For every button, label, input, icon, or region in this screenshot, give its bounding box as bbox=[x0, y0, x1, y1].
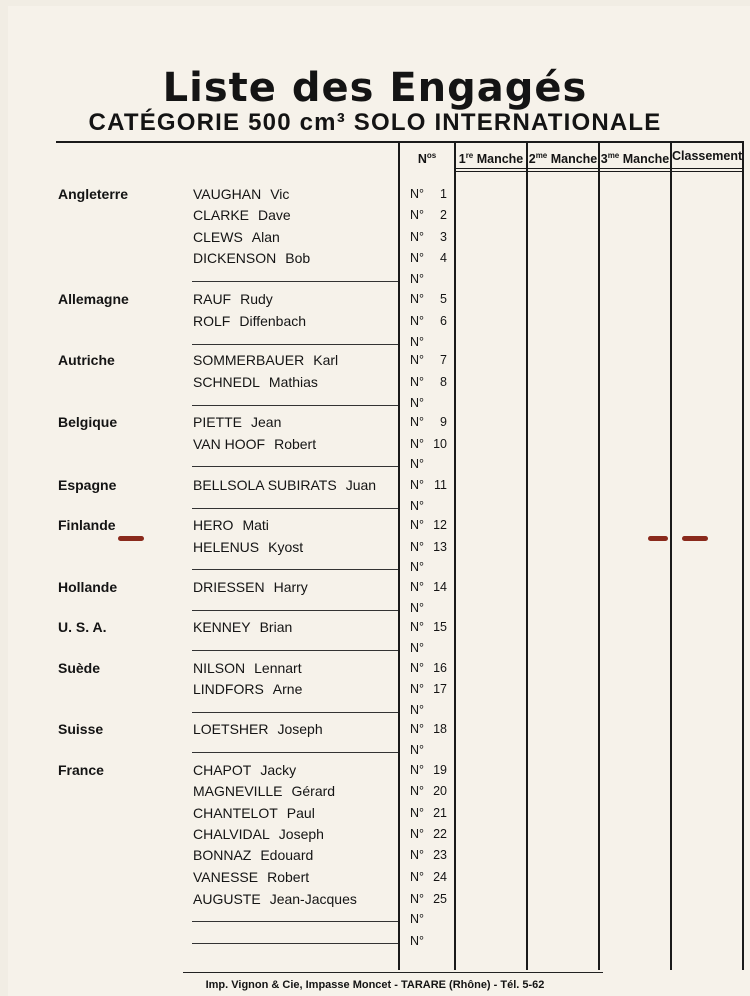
number-value: 23 bbox=[433, 848, 447, 862]
entrant-name bbox=[193, 228, 280, 246]
column-divider-manche2 bbox=[598, 142, 600, 970]
entrant-name bbox=[193, 249, 310, 267]
entrant-first-name: Jacky bbox=[260, 762, 297, 778]
blank-entry-line bbox=[192, 752, 398, 753]
blank-entry-line bbox=[192, 344, 398, 345]
entrant-first-name: Juan bbox=[345, 477, 377, 493]
number-prefix: N° bbox=[410, 518, 425, 532]
number-value: 5 bbox=[440, 292, 447, 306]
number-prefix: N° bbox=[410, 335, 425, 349]
number-prefix: N° bbox=[410, 353, 425, 367]
blank-entry-line bbox=[192, 405, 398, 406]
entrant-name bbox=[193, 516, 269, 534]
entrant-first-name: Jean-Jacques bbox=[269, 891, 357, 907]
entrant-first-name: Robert bbox=[267, 869, 310, 885]
entrant-first-name: Dave bbox=[258, 207, 291, 223]
number-prefix: N° bbox=[410, 743, 425, 757]
entrant-last-name: VANESSE bbox=[193, 869, 259, 885]
ink-spot bbox=[118, 536, 144, 541]
number-value: 21 bbox=[433, 806, 447, 820]
number-prefix: N° bbox=[410, 437, 425, 451]
entrant-last-name: CHAPOT bbox=[193, 762, 252, 778]
entrant-last-name: VAUGHAN bbox=[193, 186, 262, 202]
page-subtitle: CATÉGORIE 500 cm³ SOLO INTERNATIONALE bbox=[88, 109, 662, 136]
entrant-last-name: KENNEY bbox=[193, 619, 251, 635]
number-prefix: N° bbox=[410, 230, 425, 244]
number-prefix: N° bbox=[410, 314, 425, 328]
entrant-first-name: Karl bbox=[313, 352, 339, 368]
number-prefix: N° bbox=[410, 827, 425, 841]
number-value: 8 bbox=[440, 375, 447, 389]
number-value: 16 bbox=[433, 661, 447, 675]
entrant-name bbox=[193, 312, 306, 330]
header-manche3: $3^{me}$ Manche bbox=[600, 151, 670, 167]
header-classement: Classement bbox=[672, 149, 743, 163]
entrant-name bbox=[193, 846, 313, 864]
entrant-first-name: Joseph bbox=[277, 721, 323, 737]
column-divider-nos bbox=[454, 142, 456, 970]
entrant-name bbox=[193, 890, 357, 908]
number-value: 6 bbox=[440, 314, 447, 328]
number-prefix: N° bbox=[410, 208, 425, 222]
number-prefix: N° bbox=[410, 580, 425, 594]
entrant-name bbox=[193, 782, 335, 800]
number-prefix: N° bbox=[410, 499, 425, 513]
entrant-name bbox=[193, 761, 296, 779]
entrant-name bbox=[193, 185, 289, 203]
number-value: 7 bbox=[440, 353, 447, 367]
country-label: Suisse bbox=[58, 721, 104, 737]
number-value: 4 bbox=[440, 251, 447, 265]
entrant-first-name: Alan bbox=[251, 229, 280, 245]
blank-entry-line bbox=[192, 466, 398, 467]
entrant-name bbox=[193, 804, 315, 822]
number-prefix: N° bbox=[410, 763, 425, 777]
entrant-name bbox=[193, 476, 376, 494]
number-prefix: N° bbox=[410, 703, 425, 717]
blank-entry-line bbox=[192, 921, 398, 922]
entrant-last-name: SCHNEDL bbox=[193, 374, 260, 390]
printer-footer: Imp. Vignon & Cie, Impasse Moncet - TARARE (Rhône) - Tél. 5-62 bbox=[205, 979, 545, 991]
blank-entry-line bbox=[192, 508, 398, 509]
country-label: Hollande bbox=[58, 579, 118, 595]
column-divider-names bbox=[398, 142, 400, 970]
entrant-first-name: Mathias bbox=[268, 374, 318, 390]
entrant-first-name: Mati bbox=[242, 517, 269, 533]
entrant-first-name: Kyost bbox=[268, 539, 304, 555]
number-prefix: N° bbox=[410, 806, 425, 820]
number-value: 9 bbox=[440, 415, 447, 429]
number-value: 17 bbox=[433, 682, 447, 696]
entrant-last-name: CHANTELOT bbox=[193, 805, 278, 821]
country-label: Finlande bbox=[58, 517, 116, 533]
entrant-last-name: SOMMERBAUER bbox=[193, 352, 305, 368]
number-prefix: N° bbox=[410, 251, 425, 265]
number-prefix: N° bbox=[410, 457, 425, 471]
number-value: 20 bbox=[433, 784, 447, 798]
header-rule bbox=[56, 141, 744, 143]
number-prefix: N° bbox=[410, 784, 425, 798]
entrant-name bbox=[193, 578, 308, 596]
number-value: 24 bbox=[433, 870, 447, 884]
entrant-name bbox=[193, 373, 318, 391]
entrant-first-name: Edouard bbox=[260, 847, 314, 863]
entrant-first-name: Vic bbox=[270, 186, 290, 202]
entrant-last-name: DRIESSEN bbox=[193, 579, 265, 595]
number-prefix: N° bbox=[410, 292, 425, 306]
page-title: Liste des Engagés bbox=[162, 65, 588, 111]
entrant-name bbox=[193, 351, 338, 369]
number-prefix: N° bbox=[410, 870, 425, 884]
entrant-last-name: PIETTE bbox=[193, 414, 243, 430]
blank-entry-line bbox=[192, 650, 398, 651]
number-prefix: N° bbox=[410, 848, 425, 862]
entrant-name bbox=[193, 435, 316, 453]
entrant-last-name: VAN HOOF bbox=[193, 436, 266, 452]
country-label: Belgique bbox=[58, 414, 118, 430]
entrant-last-name: CLARKE bbox=[193, 207, 250, 223]
country-label: U. S. A. bbox=[58, 619, 107, 635]
entrant-last-name: BELLSOLA SUBIRATS bbox=[193, 477, 337, 493]
entrant-last-name: HERO bbox=[193, 517, 234, 533]
entrant-last-name: BONNAZ bbox=[193, 847, 252, 863]
number-value: 18 bbox=[433, 722, 447, 736]
entrant-last-name: RAUF bbox=[193, 291, 232, 307]
country-label: Espagne bbox=[58, 477, 117, 493]
entrant-name bbox=[193, 720, 323, 738]
blank-entry-line bbox=[192, 569, 398, 570]
number-prefix: N° bbox=[410, 620, 425, 634]
number-prefix: N° bbox=[410, 934, 425, 948]
entrant-last-name: LINDFORS bbox=[193, 681, 264, 697]
header-underline-2 bbox=[456, 171, 742, 172]
number-prefix: N° bbox=[410, 272, 425, 286]
entrant-name bbox=[193, 825, 324, 843]
blank-entry-line bbox=[192, 943, 398, 944]
country-label: Suède bbox=[58, 660, 101, 676]
number-value: 15 bbox=[433, 620, 447, 634]
header-underline bbox=[456, 168, 742, 169]
footer-rule bbox=[183, 972, 603, 973]
entrant-name bbox=[193, 680, 302, 698]
entrant-last-name: NILSON bbox=[193, 660, 246, 676]
entrant-first-name: Rudy bbox=[240, 291, 273, 307]
number-value: 13 bbox=[433, 540, 447, 554]
ink-spot bbox=[648, 536, 668, 541]
number-prefix: N° bbox=[410, 661, 425, 675]
country-label: Allemagne bbox=[58, 291, 129, 307]
entrant-last-name: AUGUSTE bbox=[193, 891, 261, 907]
entrant-first-name: Bob bbox=[285, 250, 311, 266]
number-prefix: N° bbox=[410, 560, 425, 574]
entrant-first-name: Arne bbox=[272, 681, 303, 697]
column-divider-classement bbox=[742, 142, 744, 970]
entrant-first-name: Joseph bbox=[278, 826, 324, 842]
number-value: 1 bbox=[440, 187, 447, 201]
country-label: France bbox=[58, 762, 104, 778]
entrant-first-name: Harry bbox=[273, 579, 308, 595]
number-prefix: N° bbox=[410, 415, 425, 429]
country-label: Angleterre bbox=[58, 186, 129, 202]
entrant-last-name: HELENUS bbox=[193, 539, 260, 555]
entrant-first-name: Diffenbach bbox=[239, 313, 307, 329]
number-value: 3 bbox=[440, 230, 447, 244]
column-divider-manche1 bbox=[526, 142, 528, 970]
entrant-first-name: Lennart bbox=[254, 660, 302, 676]
column-divider-manche3 bbox=[670, 142, 672, 970]
number-value: 11 bbox=[434, 478, 447, 492]
number-value: 22 bbox=[433, 827, 447, 841]
entrant-last-name: ROLF bbox=[193, 313, 231, 329]
number-prefix: N° bbox=[410, 601, 425, 615]
entrant-name bbox=[193, 413, 281, 431]
number-prefix: N° bbox=[410, 478, 425, 492]
country-label: Autriche bbox=[58, 352, 115, 368]
blank-entry-line bbox=[192, 281, 398, 282]
entrant-first-name: Gérard bbox=[291, 783, 336, 799]
entrant-last-name: CHALVIDAL bbox=[193, 826, 270, 842]
entrant-first-name: Paul bbox=[286, 805, 315, 821]
header-manche2: $2^{me}$ Manche bbox=[528, 151, 598, 167]
number-prefix: N° bbox=[410, 396, 425, 410]
ink-spot bbox=[682, 536, 708, 541]
number-prefix: N° bbox=[410, 892, 425, 906]
entrant-name bbox=[193, 868, 309, 886]
entrant-name bbox=[193, 659, 302, 677]
number-prefix: N° bbox=[410, 682, 425, 696]
entrant-name bbox=[193, 618, 292, 636]
entrant-last-name: LOETSHER bbox=[193, 721, 269, 737]
entrant-first-name: Brian bbox=[259, 619, 293, 635]
entrant-last-name: DICKENSON bbox=[193, 250, 277, 266]
number-value: 19 bbox=[433, 763, 447, 777]
entrant-first-name: Jean bbox=[251, 414, 282, 430]
entrant-name bbox=[193, 538, 303, 556]
number-value: 25 bbox=[433, 892, 447, 906]
header-manche1: 1re Manche bbox=[458, 151, 524, 167]
number-prefix: N° bbox=[410, 375, 425, 389]
entrant-first-name: Robert bbox=[274, 436, 317, 452]
number-prefix: N° bbox=[410, 540, 425, 554]
number-prefix: N° bbox=[410, 187, 425, 201]
number-prefix: N° bbox=[410, 912, 425, 926]
number-value: 2 bbox=[440, 208, 447, 222]
number-value: 10 bbox=[433, 437, 447, 451]
number-value: 12 bbox=[433, 518, 447, 532]
header-nos: $N^{os}$ bbox=[417, 151, 437, 167]
number-prefix: N° bbox=[410, 722, 425, 736]
entrant-last-name: MAGNEVILLE bbox=[193, 783, 283, 799]
entrant-name bbox=[193, 290, 273, 308]
blank-entry-line bbox=[192, 610, 398, 611]
blank-entry-line bbox=[192, 712, 398, 713]
number-value: 14 bbox=[433, 580, 447, 594]
entrant-last-name: CLEWS bbox=[193, 229, 243, 245]
number-prefix: N° bbox=[410, 641, 425, 655]
entrant-name bbox=[193, 206, 291, 224]
